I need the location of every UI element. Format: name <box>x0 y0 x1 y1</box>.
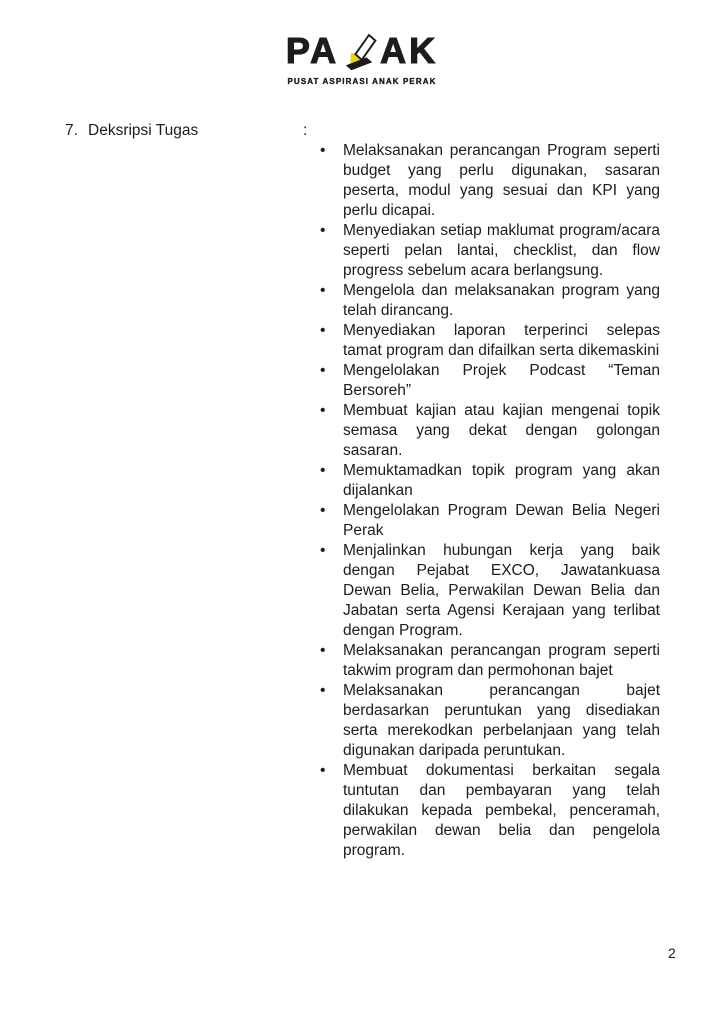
logo-subtitle: PUSAT ASPIRASI ANAK PERAK <box>287 77 437 86</box>
section-number: 7. <box>65 122 78 139</box>
task-item <box>318 461 660 501</box>
task-item <box>318 141 660 221</box>
task-text: Menyediakan setiap maklumat program/acara seperti pelan lantai, checklist, dan flow progress sebelum acara berlangsung. <box>343 222 660 279</box>
bullet-icon: • <box>320 502 326 519</box>
task-text: Membuat dokumentasi berkaitan segala tuntutan dan pembayaran yang telah dilakukan kepada pembekal, penceramah, perwakilan dewan belia dan pengelola program. <box>343 762 660 859</box>
task-item <box>318 761 660 861</box>
task-item <box>318 361 660 401</box>
bullet-icon: • <box>320 282 326 299</box>
task-text: Melaksanakan perancangan Program seperti budget yang perlu digunakan, sasaran peserta, modul yang sesuai dan KPI yang perlu dicapai. <box>343 142 660 219</box>
task-text: Melaksanakan perancangan bajet berdasarkan peruntukan yang disediakan serta merekodkan perbelanjaan yang telah digunakan daripada peruntukan. <box>343 682 660 759</box>
bullet-icon: • <box>320 402 326 419</box>
task-item <box>318 501 660 541</box>
task-text: Mengelola dan melaksanakan program yang telah dirancang. <box>343 282 660 319</box>
section-separator: : <box>303 122 308 139</box>
bullet-icon: • <box>320 682 326 699</box>
bullet-icon: • <box>320 222 326 239</box>
task-text: Menjalinkan hubungan kerja yang baik dengan Pejabat EXCO, Jawatankuasa Dewan Belia, Perwakilan Dewan Belia dan Jabatan serta Agensi Kerajaan yang terlibat dengan Program. <box>343 542 660 639</box>
bullet-icon: • <box>320 362 326 379</box>
task-item <box>318 681 660 761</box>
task-list <box>318 141 660 861</box>
bullet-icon: • <box>320 542 326 559</box>
task-text: Membuat kajian atau kajian mengenai topik semasa yang dekat dengan golongan sasaran. <box>343 402 660 459</box>
pasak-logo <box>0 30 724 86</box>
task-item <box>318 641 660 681</box>
bullet-icon: • <box>320 142 326 159</box>
bullet-icon: • <box>320 642 326 659</box>
task-item <box>318 401 660 461</box>
page-number: 2 <box>668 945 676 961</box>
task-text: Mengelolakan Program Dewan Belia Negeri Perak <box>343 502 660 539</box>
wordmark-pa: PA <box>285 30 340 71</box>
task-text: Memuktamadkan topik program yang akan dijalankan <box>343 462 660 499</box>
pasak-wordmark <box>286 30 438 72</box>
task-item <box>318 321 660 361</box>
wordmark-ak: AK <box>380 30 439 71</box>
pasak-s-lightning-icon <box>345 30 377 72</box>
task-item <box>318 221 660 281</box>
bullet-icon: • <box>320 762 326 779</box>
task-text: Menyediakan laporan terperinci selepas tamat program dan difailkan serta dikemaskini <box>343 322 660 359</box>
s-mark-outline-band <box>356 35 376 60</box>
task-item <box>318 281 660 321</box>
task-item <box>318 541 660 641</box>
task-text: Melaksanakan perancangan program seperti takwim program dan permohonan bajet <box>343 642 660 679</box>
bullet-icon: • <box>320 322 326 339</box>
task-text: Mengelolakan Projek Podcast “Teman Bersoreh” <box>343 362 660 399</box>
bullet-icon: • <box>320 462 326 479</box>
section-title: Deksripsi Tugas <box>88 122 199 139</box>
